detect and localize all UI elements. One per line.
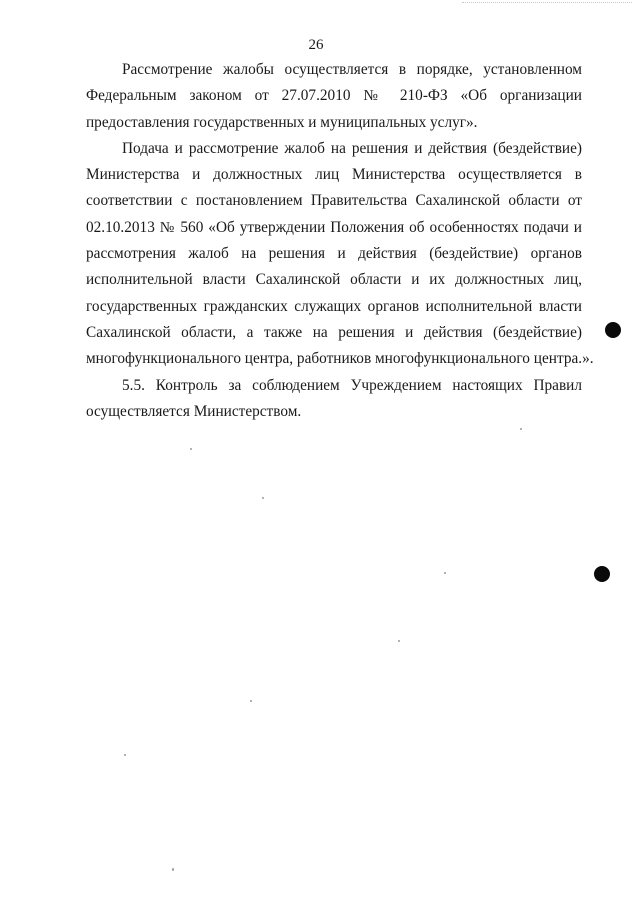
text-line: рассмотрения жалоб на решения и действия (бездействие) органов [86,245,582,263]
scan-speck [520,428,522,430]
paragraph-complaint-review [86,57,582,136]
paragraph-complaint-submission [86,136,594,373]
paragraph-control-clause [86,373,582,426]
text-line: Подача и рассмотрение жалоб на решения и действия (бездействие) [122,139,582,157]
text-line: Сахалинской области, а также на решения и действия (бездействие) [86,323,582,341]
scan-speck [444,572,446,574]
text-line: 5.5. Контроль за соблюдением Учреждением настоящих Правил [122,376,582,394]
text-line: осуществляется Министерством. [86,402,302,420]
scan-speck [124,754,126,756]
text-line: государственных гражданских служащих органов исполнительной власти [86,297,582,315]
scan-speck [172,868,174,871]
binding-hole [594,566,610,582]
scan-speck [262,497,264,499]
scan-speck [250,700,252,702]
text-line: Рассмотрение жалобы осуществляется в порядке, установленном [122,61,582,78]
scan-speck [398,640,400,642]
text-line: предоставления государственных и муниципальных услуг». [86,113,478,131]
scan-speck [190,448,192,450]
binding-hole [605,322,621,338]
document-body [86,57,594,425]
text-line: исполнительной власти Сахалинской области и их должностных лиц, [86,271,582,289]
page-number: 26 [308,37,324,53]
text-line: 02.10.2013 № 560 «Об утверждении Положения об особенностях подачи и [86,218,582,236]
text-line: соответствии с постановлением Правительства Сахалинской области от [86,192,582,210]
scan-edge-line [462,2,632,4]
text-line: Федеральным законом от 27.07.2010 № 210-ФЗ «Об организации [86,87,582,105]
text-line: Министерства и должностных лиц Министерства осуществляется в [86,166,582,184]
text-line: многофункционального центра, работников многофункционального центра.». [86,350,594,368]
